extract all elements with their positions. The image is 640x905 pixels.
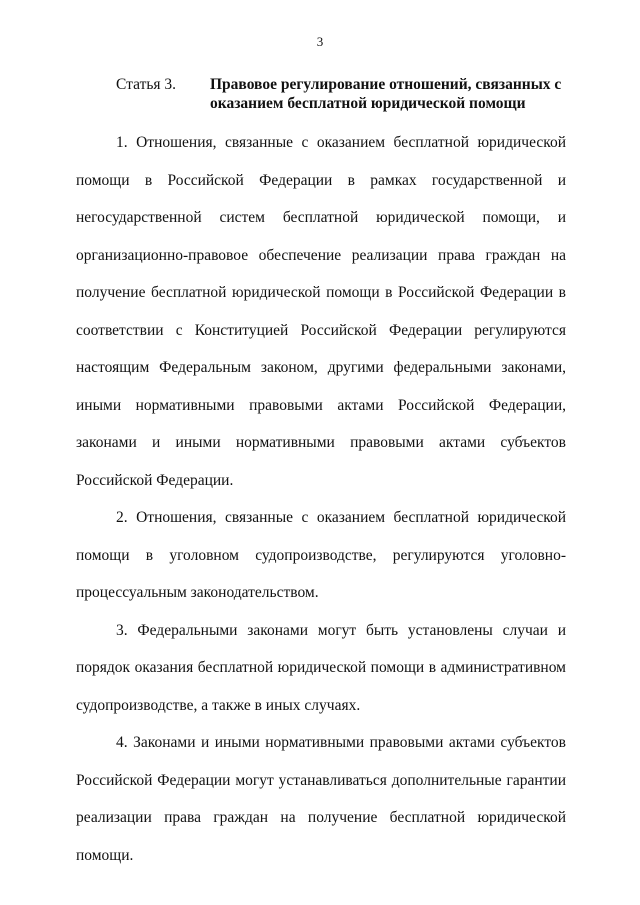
article-label: Статья 3. [116, 76, 177, 93]
paragraph-2: 2. Отношения, связанные с оказанием бесплатной юридической помощи в уголовном судопроизводстве, регулируются уголовно-процессуальным законодательством. [76, 509, 566, 601]
article-body [76, 124, 566, 874]
paragraph-4: 4. Законами и иными нормативными правовыми актами субъектов Российской Федерации могут устанавливаться дополнительные гарантии реализации права граждан на получение бесплатной юридической помощи. [76, 734, 566, 864]
paragraph-1: 1. Отношения, связанные с оказанием бесплатной юридической помощи в Российской Федерации в рамках государственной и негосударственной систем бесплатной юридической помощи, и организационно-правовое обеспечение реализации права граждан на получение бесплатной юридической помощи в Российской Федерации в соответствии с Конституцией Российской Федерации регулируются настоящим Федеральным законом, другими федеральными законами, иными нормативными правовыми актами Российской Федерации, законами и иными нормативными правовыми актами субъектов Российской Федерации. [76, 134, 566, 489]
article-title: Правовое регулирование отношений, связанных с оказанием бесплатной юридической помощи [210, 76, 562, 112]
page-number: 3 [316, 34, 324, 49]
paragraph-3: 3. Федеральными законами могут быть установлены случаи и порядок оказания бесплатной юридической помощи в административном судопроизводстве, а также в иных случаях. [76, 621, 566, 714]
